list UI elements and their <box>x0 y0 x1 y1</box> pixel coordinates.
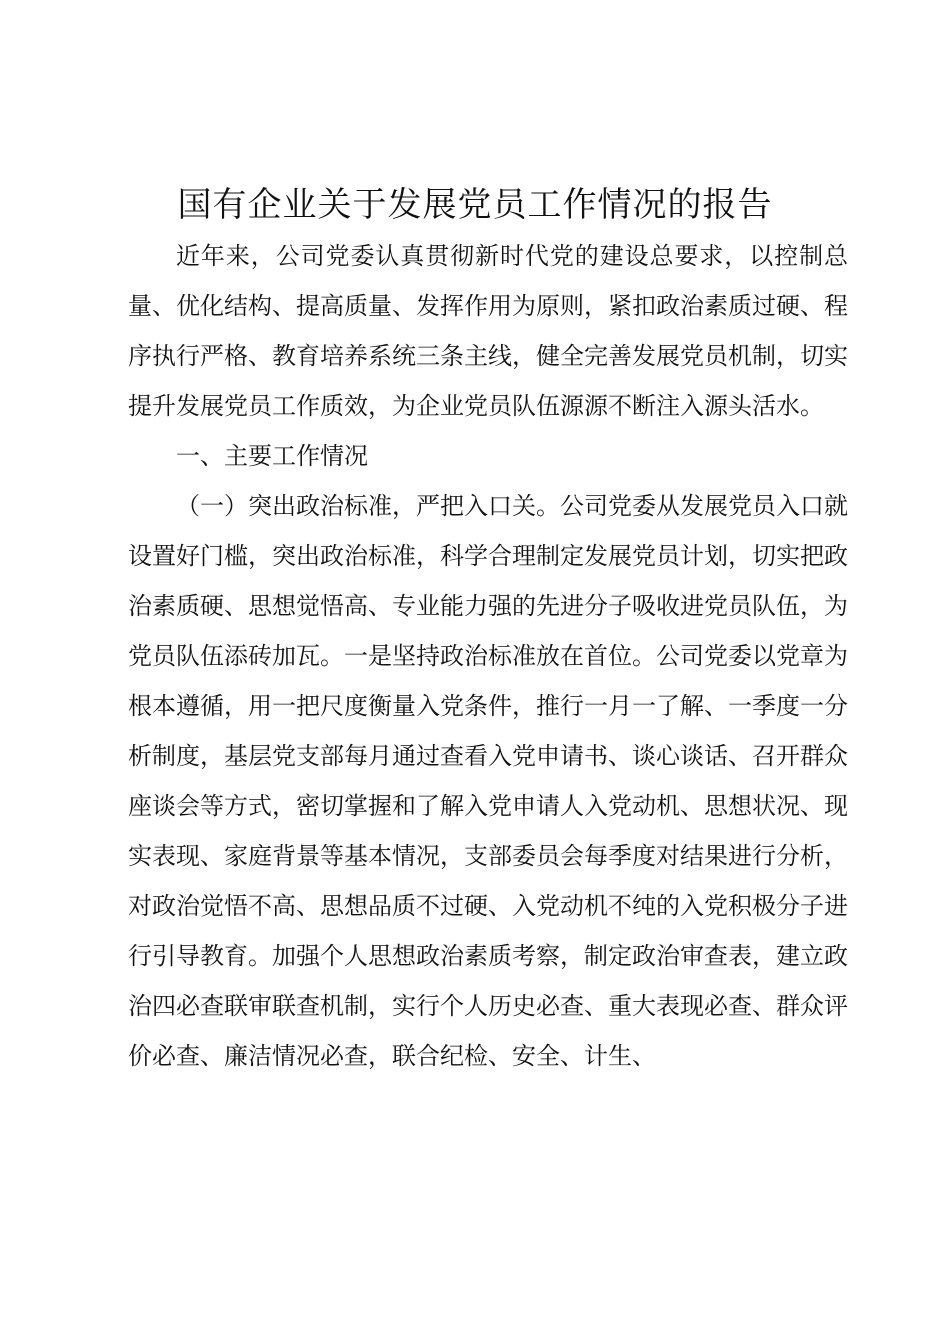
document-body <box>128 231 848 1081</box>
section-paragraph: （一）突出政治标准，严把入口关。公司党委从发展党员入口就设置好门槛，突出政治标准，科学合理制定发展党员计划，切实把政治素质硬、思想觉悟高、专业能力强的先进分子吸收进党员队伍，为党员队伍添砖加瓦。一是坚持政治标准放在首位。公司党委以党章为根本遵循，用一把尺度衡量入党条件，推行一月一了解、一季度一分析制度，基层党支部每月通过查看入党申请书、谈心谈话、召开群众座谈会等方式，密切掌握和了解入党申请人入党动机、思想状况、现实表现、家庭背景等基本情况，支部委员会每季度对结果进行分析，对政治觉悟不高、思想品质不过硬、入党动机不纯的入党积极分子进行引导教育。加强个人思想政治素质考察，制定政治审查表，建立政治四必查联审联查机制，实行个人历史必查、重大表现必查、群众评价必查、廉洁情况必查，联合纪检、安全、计生、 <box>128 492 848 1070</box>
section-heading: 一、主要工作情况 <box>176 442 368 470</box>
intro-paragraph: 近年来，公司党委认真贯彻新时代党的建设总要求，以控制总量、优化结构、提高质量、发挥作用为原则，紧扣政治素质过硬、程序执行严格、教育培养系统三条主线，健全完善发展党员机制，切实提升发展党员工作质效，为企业党员队伍源源不断注入源头活水。 <box>128 242 848 420</box>
document-title: 国有企业关于发展党员工作情况的报告 <box>177 185 773 225</box>
